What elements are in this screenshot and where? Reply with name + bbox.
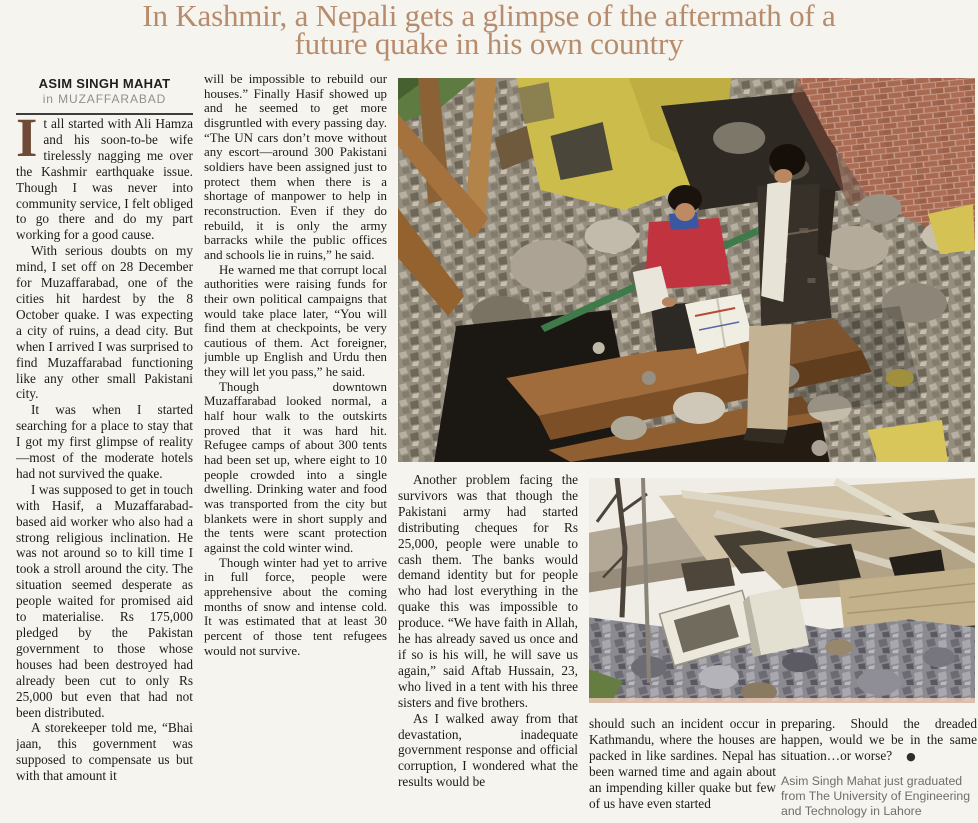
article-paragraph: A storekeeper told me, “Bhai jaan, this government was supposed to compensate us but with that amount it — [16, 720, 193, 784]
article-paragraph: He warned me that corrupt local authorities were raising funds for their own political campaigns that would take place later, “You will find them at checkpoints, be very cautious of them. Act foreigner, jumble up English and Urdu then they will let you pass,” he said. — [204, 262, 387, 380]
article-paragraph: I was supposed to get in touch with Hasif, a Muzaffarabad-based aid worker who also had a strong religious inclination. He was not around so to kill time I took a stroll around the city. The situation seemed desperate as people waited for promised aid to materialise. Rs 175,000 pledged by the Pakistan government to those whose houses had been destroyed had already been cut to only Rs 25,000 but even that had not been distributed. — [16, 481, 193, 720]
photo-collapsed-building — [589, 478, 975, 703]
article-paragraph — [16, 116, 193, 243]
drop-cap: I — [16, 116, 38, 168]
author-credit: Asim Singh Mahat just graduated from The University of Engineering and Technology in Lahore — [781, 773, 971, 818]
article-paragraph: will be impossible to rebuild our houses.” Finally Hasif showed up and he seemed to get more disgruntled with every passing day. “The UN cars don’t move without any escort—around 300 Pakistani soldiers have been assigned just to protect them when there is a shortage of manpower to help in reconstruction. Even if they do rebuild, it is only the army barracks while the public offices and schools lie in ruins,” he said. — [204, 72, 387, 262]
article-column-4 — [589, 716, 776, 820]
photo-rubble-illustration — [589, 478, 975, 703]
byline — [16, 76, 193, 115]
byline-author: ASIM SINGH MAHAT — [38, 76, 171, 91]
byline-location: in MUZAFFARABAD — [42, 92, 167, 106]
headline — [0, 0, 978, 61]
end-mark: ● — [906, 749, 916, 763]
article-column-2 — [204, 72, 387, 820]
article-paragraph: It was when I started searching for a place to stay that I got my first glimpse of reality—most of the moderate hotels had not survived the quake. — [16, 402, 193, 481]
headline-line2: future quake in his own country — [294, 26, 684, 61]
paragraph-text: t all started with Ali Hamza and his soon-to-be wife tirelessly nagging me over the Kashmir earthquake issue. Though I was never into community service, I felt obliged to go there and do my part working for a good cause. — [16, 116, 193, 243]
article-column-3 — [398, 472, 578, 820]
article-paragraph: As I walked away from that devastation, inadequate government response and official corruption, I wondered what the results would be — [398, 710, 578, 790]
article-paragraph: Though winter had yet to arrive in full force, people were apprehensive about the coming months of snow and intense cold. It was estimated that at least 30 percent of those tent refugees would not survive. — [204, 555, 387, 658]
article-paragraph: With serious doubts on my mind, I set off on 28 December for Muzaffarabad, one of the cities hit hardest by the 8 October quake. I was expecting a city of ruins, a dead city. But when I arrived I was surprised to find Muzaffarabad functioning like any other small Pakistani city. — [16, 243, 193, 402]
article-column-5 — [781, 716, 977, 823]
article-paragraph — [781, 716, 977, 765]
article-paragraph: should such an incident occur in Kathmandu, where the houses are packed in like sardines. Nepal has been warned time and again about an impending killer quake but few of us have even started — [589, 716, 776, 811]
column-1-paragraphs — [16, 243, 193, 784]
article-column-1 — [16, 116, 193, 820]
photo-children-reading-in-rubble — [398, 78, 975, 462]
photo-children-illustration — [398, 78, 975, 462]
headline-line1: In Kashmir, a Nepali gets a glimpse of the aftermath of a — [142, 0, 836, 33]
article-paragraph: Another problem facing the survivors was that though the Pakistani army had started distributing cheques for Rs 25,000, people were unable to cash them. The banks would demand identity but for people who had lost everything in the quake this was impossible to produce. “We have faith in Allah, he has already saved us once and if so is his will, he will save us again,” said Aftab Hussain, 23, who lived in a tent with his three sisters and five brothers. — [398, 472, 578, 710]
article-paragraph: Though downtown Muzaffarabad looked normal, a half hour walk to the outskirts proved that it was hard hit. Refugee camps of about 300 tents had been set up, where eight to 10 people crowded into a single dwelling. Drinking water and food was transported from the city but blankets were in short supply and the tents were scant protection against the cold winter wind. — [204, 379, 387, 555]
paragraph-text: preparing. Should the dreaded happen, would we be in the same situation…or worse? — [781, 716, 977, 763]
